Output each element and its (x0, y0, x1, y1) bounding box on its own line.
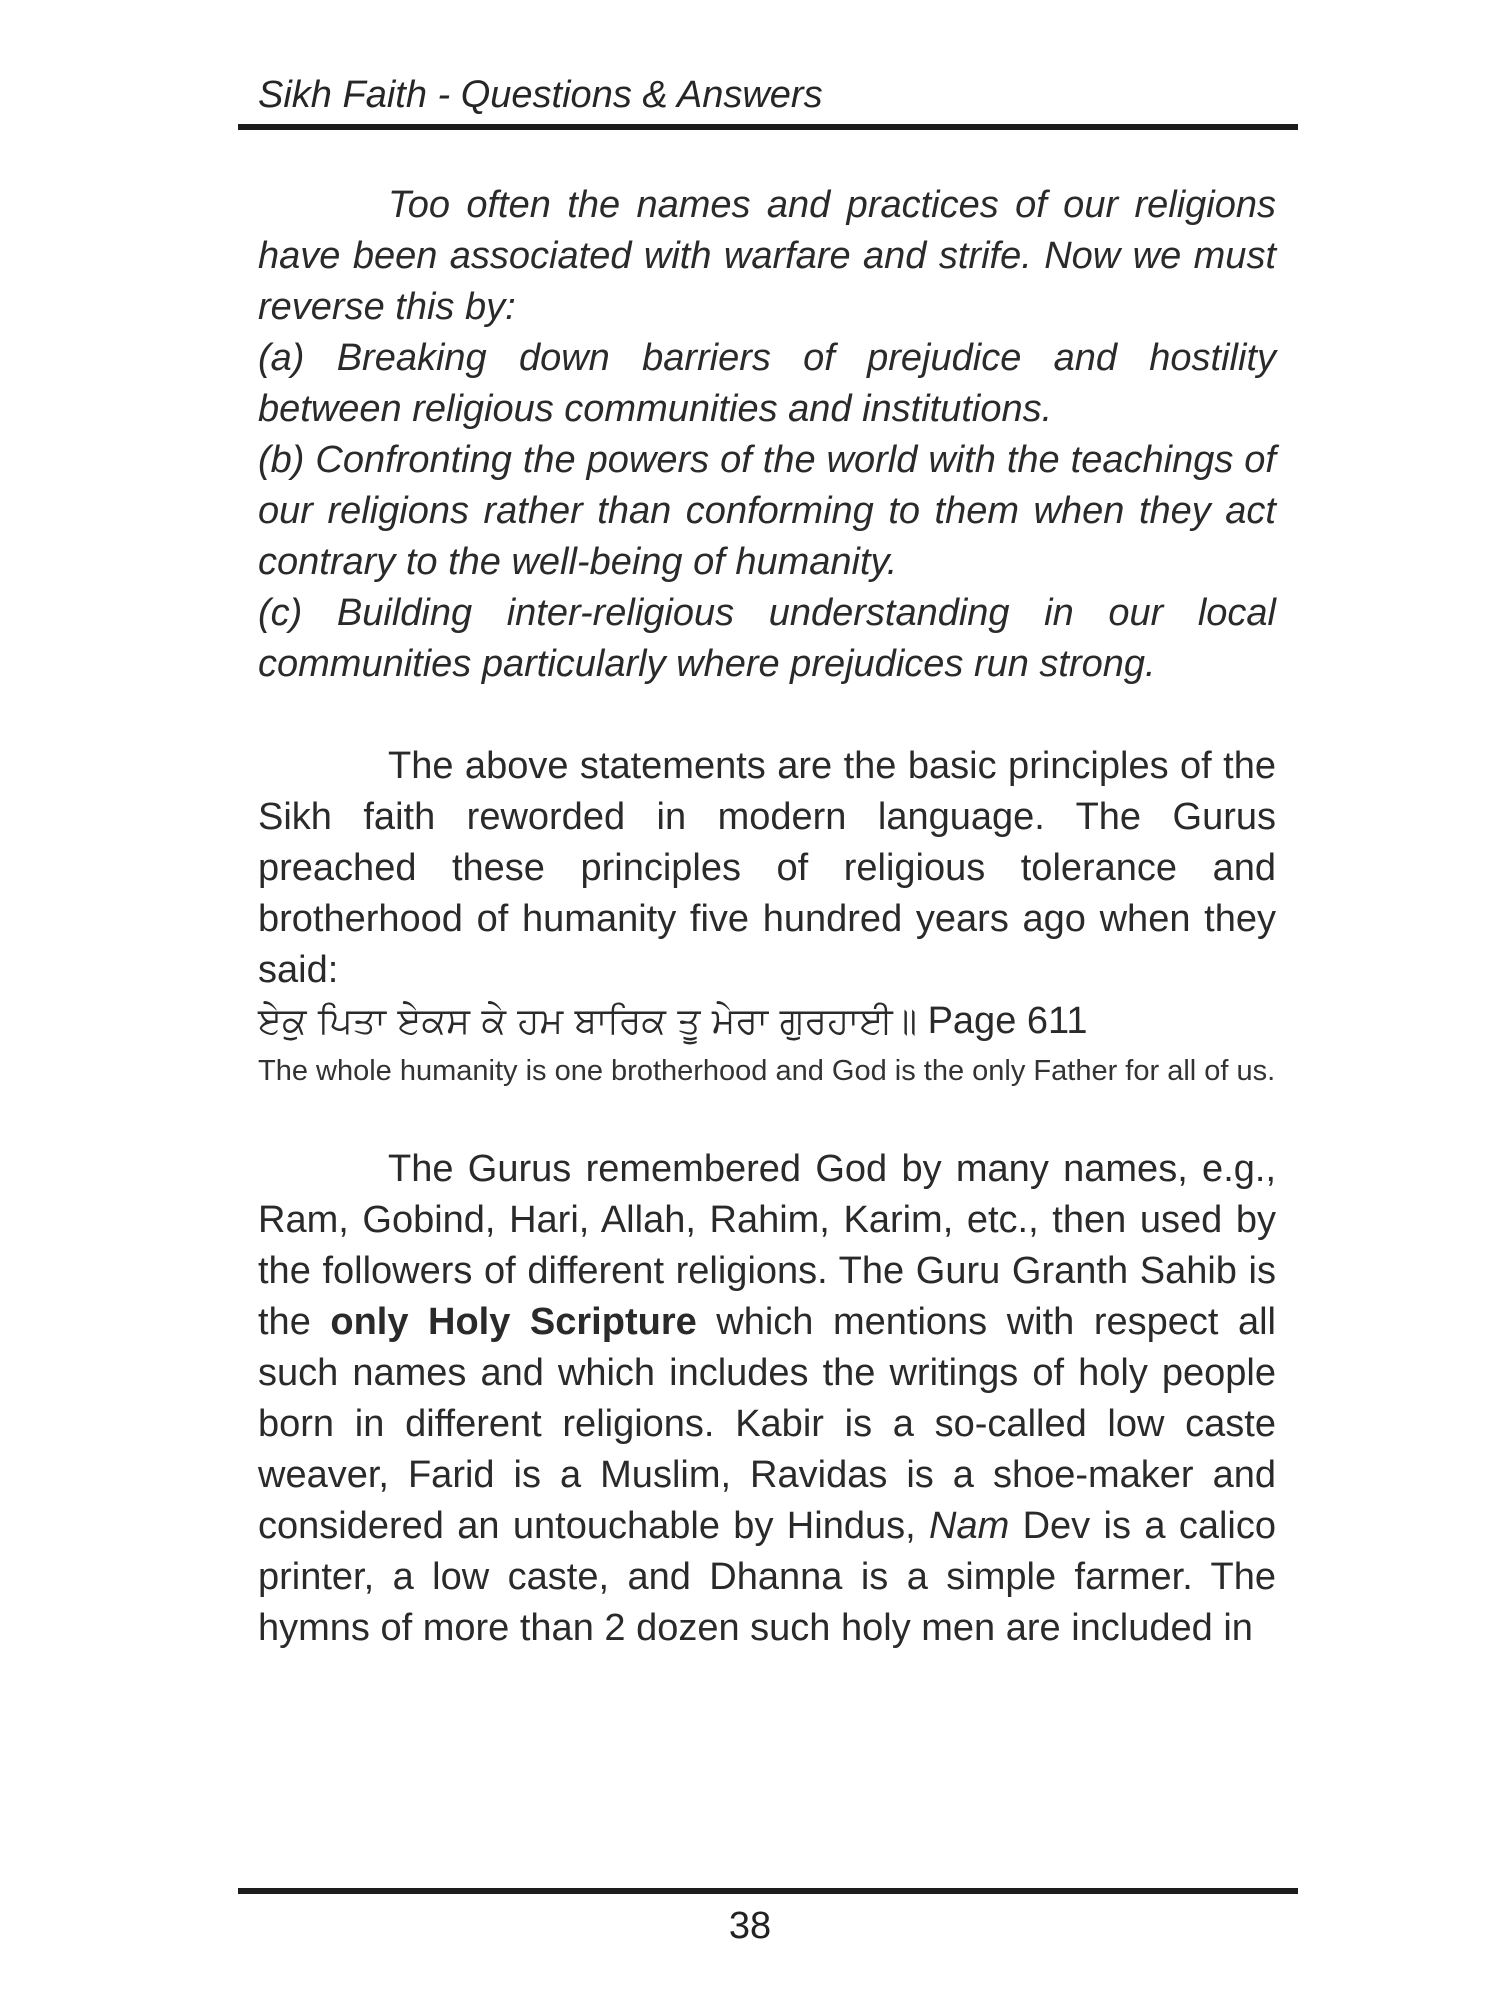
section3-text-2: which mentions with respect all such names and which includes the writings of holy people born in different religions. Kabir is a so-called low caste weaver, Farid is a Muslim, Ravidas is a shoe-maker and considered an untouchable by Hindus, (258, 1301, 1276, 1547)
list-item-c: (c) Building inter-religious understanding in our local communities particularly where prejudices run strong. (258, 592, 1276, 685)
footer-rule (238, 1888, 1298, 1894)
list-item-a: (a) Breaking down barriers of prejudice and hostility between religious communities and institutions. (258, 337, 1276, 430)
page-number: 38 (728, 1905, 772, 1947)
section2-paragraph: The above statements are the basic principles of the Sikh faith reworded in modern language. The Gurus preached these principles of religious tolerance and brotherhood of humanity five hundred years ago when they said: (258, 745, 1276, 991)
section3-text-3: Dev is a calico printer, a low caste, and Dhanna is a simple farmer. The hymns of more than 2 dozen such holy men are included in (258, 1505, 1276, 1649)
section1-intro: Too often the names and practices of our religions have been associated with warfare and strife. Now we must reverse this by: (258, 184, 1276, 328)
quote-translation: The whole humanity is one brotherhood and God is the only Father for all of us. (258, 1055, 1276, 1087)
section3-italic-word: Nam (929, 1505, 1010, 1547)
page-body (258, 180, 1276, 1654)
list-item-b: (b) Confronting the powers of the world with the teachings of our religions rather than conforming to them when they act contrary to the well-being of humanity. (258, 439, 1276, 583)
header-rule (238, 124, 1298, 130)
section3-bold-phrase: only Holy Scripture (330, 1301, 697, 1343)
running-header-title: Sikh Faith - Questions & Answers (258, 74, 823, 116)
page-reference: Page 611 (927, 1000, 1088, 1042)
gurmukhi-verse: ਏਕੁ ਪਿਤਾ ਏਕਸ ਕੇ ਹਮ ਬਾਰਿਕ ਤੂ ਮੇਰਾ ਗੁਰਹਾਈ॥ (258, 1001, 918, 1042)
section3-text-1: The Gurus remembered God by many names, e.g., Ram, Gobind, Hari, Allah, Rahim, Karim, etc., then used by the followers of different religions. The Guru Granth Sahib is the (258, 1148, 1276, 1343)
gurbani-quote (258, 996, 1276, 1047)
section3-paragraph (258, 1144, 1276, 1654)
